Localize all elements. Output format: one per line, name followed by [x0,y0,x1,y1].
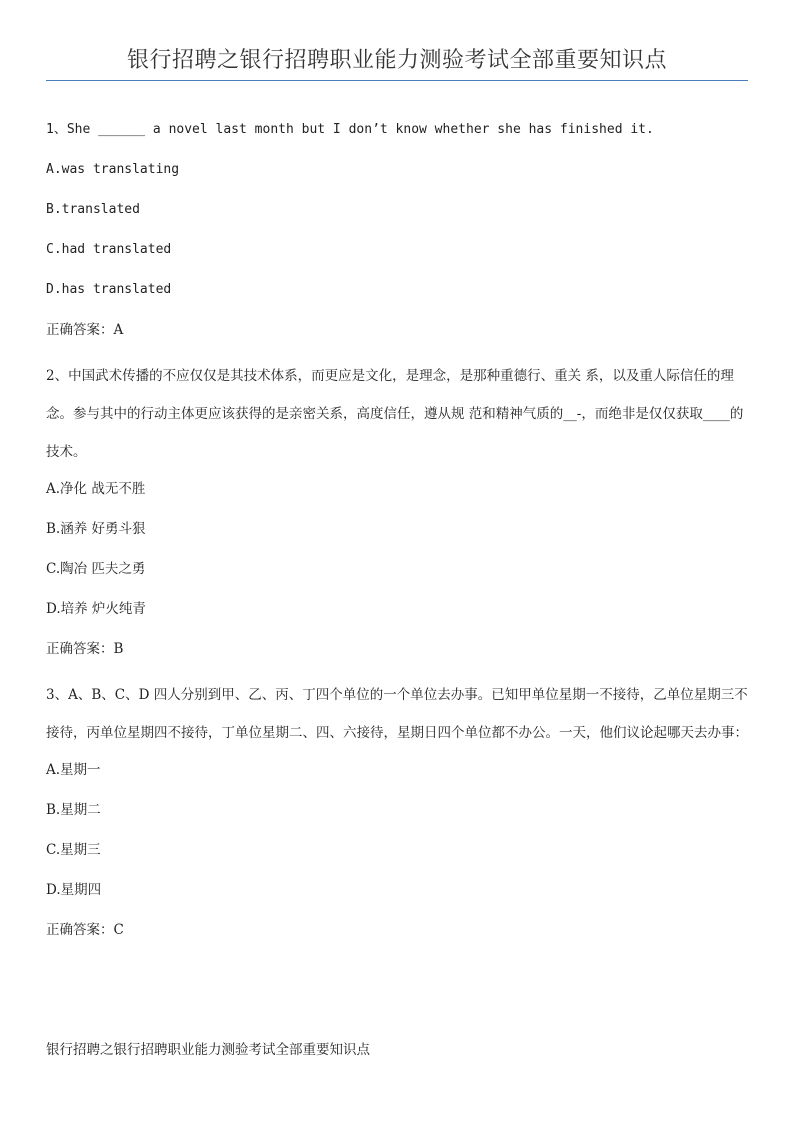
question-3 [46,676,748,943]
question-stem: 3、A、B、C、D 四人分别到甲、乙、丙、丁四个单位的一个单位去办事。已知甲单位星期一不接待，乙单位星期三不接待，丙单位星期四不接待，丁单位星期二、四、六接待，星期日四个单位都不办公。一天，他们议论起哪天去办事： [46,687,748,741]
option-a: A.净化 战无不胜 [46,481,146,497]
question-stem: 1、She ______ a novel last month but I don’t know whether she has finished it. [46,122,654,137]
question-2 [46,357,748,662]
question-1 [46,117,748,343]
option-d: D.星期四 [46,882,102,898]
option-b: B.星期二 [46,802,101,818]
option-c: C.陶冶 匹夫之勇 [46,561,146,577]
page-footer: 银行招聘之银行招聘职业能力测验考试全部重要知识点 [46,1042,370,1058]
page-header-title: 银行招聘之银行招聘职业能力测验考试全部重要知识点 [126,48,667,73]
question-stem: 2、中国武术传播的不应仅仅是其技术体系，而更应是文化，是理念，是那种重德行、重关 系，以及重人际信任的理念。参与其中的行动主体更应该获得的是亲密关系，高度信任，遵从规 范和精神气质的__-，而绝非是仅仅获取____的技术。 [46,368,744,460]
option-a: A.was translating [46,162,180,177]
correct-answer: 正确答案：B [46,641,124,657]
document-body [46,117,748,957]
option-b: B.涵养 好勇斗狠 [46,521,146,537]
correct-answer: 正确答案：C [46,922,124,938]
option-d: D.培养 炉火纯青 [46,601,146,617]
option-b: B.translated [46,202,140,217]
option-c: C.星期三 [46,842,101,858]
header-divider [46,80,748,81]
option-c: C.had translated [46,242,172,257]
option-d: D.has translated [46,282,172,297]
correct-answer: 正确答案：A [46,322,124,338]
option-a: A.星期一 [46,762,101,778]
